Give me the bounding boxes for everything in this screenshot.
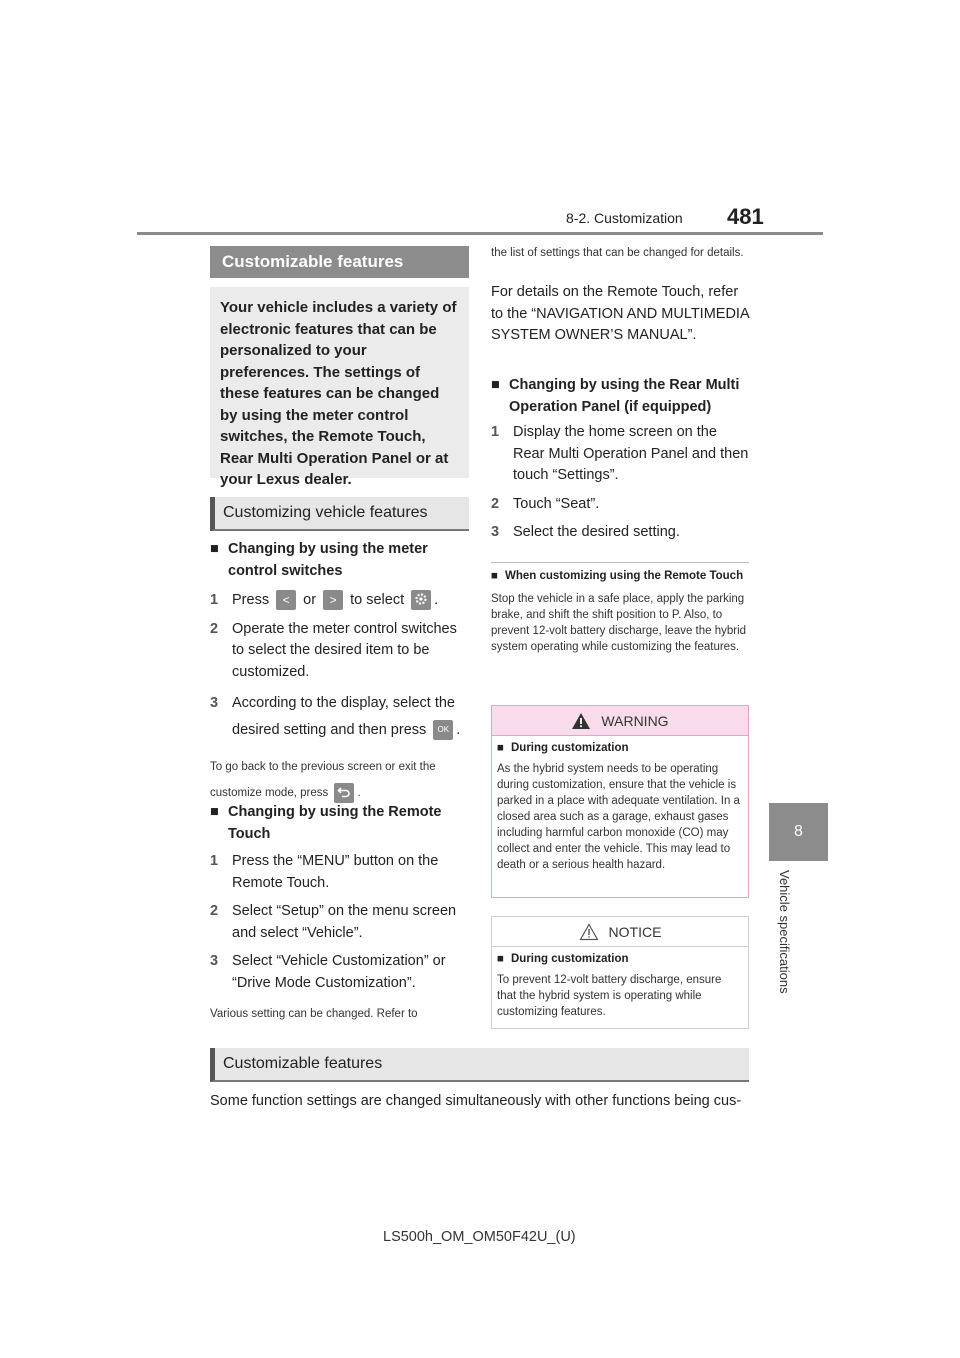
continued-note: the list of settings that can be changed for details. (491, 247, 744, 259)
rear-step-1: 1 Display the home screen on the Rear Multi Operation Panel and then touch “Settings”. (491, 424, 749, 483)
warning-subtitle: ■ During customization (497, 742, 629, 754)
bullet-icon: ■ (491, 570, 498, 582)
rear-step-3: 3 Select the desired setting. (491, 524, 680, 540)
bullet-icon: ■ (491, 377, 500, 393)
left-arrow-button-icon: < (276, 590, 296, 610)
bottom-text: Some function settings are changed simultaneously with other functions being cus- (210, 1093, 742, 1109)
bullet-icon: ■ (497, 953, 504, 965)
warning-text: As the hybrid system needs to be operating during customization, ensure that the vehicle is parked in a place with adequate ventilation. In a closed area such as a garage, exhaust gases including harmful carbon monoxide (CO) may collect and enter the vehicle. This may lead to death or a serious health hazard. (497, 763, 740, 871)
when-title: ■ When customizing using the Remote Touch (491, 570, 744, 582)
back-note: To go back to the previous screen or exit the customize mode, press . (210, 754, 470, 806)
meter-step-1: 1 Press < or > to select . (210, 590, 470, 612)
document-code: LS500h_OM_OM50F42U_(U) (383, 1229, 576, 1245)
chapter-tab: 8 (769, 803, 828, 861)
remote-step-1: 1 Press the “MENU” button on the Remote Touch. (210, 853, 439, 891)
remote-section (210, 802, 470, 1022)
customizable-features-heading: Customizable features (210, 246, 469, 278)
warning-header: WARNING (492, 706, 748, 736)
customizable-features-list-heading: Customizable features (210, 1048, 749, 1082)
back-icon (334, 783, 354, 803)
when-text: Stop the vehicle in a safe place, apply the parking brake, and shift the shift position to P. Also, to prevent 12-volt battery discharge, leave the hybrid system operating while customizing the features. (491, 593, 747, 653)
ok-button-icon: OK (433, 720, 453, 740)
bullet-icon: ■ (210, 804, 219, 820)
remote-touch-note (491, 568, 749, 655)
remote-title: ■ Changing by using the Remote Touch (210, 802, 470, 845)
meter-title: ■ Changing by using the meter control switches (210, 539, 470, 582)
notice-header: NOTICE (492, 917, 748, 947)
gear-icon (411, 590, 431, 610)
rear-title: ■ Changing by using the Rear Multi Operation Panel (if equipped) (491, 375, 749, 418)
notice-subtitle: ■ During customization (497, 953, 629, 965)
rear-step-2: 2 Touch “Seat”. (491, 495, 600, 512)
right-arrow-button-icon: > (323, 590, 343, 610)
divider (491, 562, 749, 563)
remote-note: Various setting can be changed. Refer to (210, 1008, 418, 1020)
caution-triangle-icon (579, 923, 599, 941)
remote-details: For details on the Remote Touch, refer to the “NAVIGATION AND MULTIMEDIA SYSTEM OWNER’S MANUAL”. (491, 284, 749, 343)
meter-section (210, 539, 470, 806)
bullet-icon: ■ (497, 742, 504, 754)
chapter-label: Vehicle specifications (777, 870, 792, 994)
remote-step-2: 2 Select “Setup” on the menu screen and select “Vehicle”. (210, 903, 457, 941)
warning-triangle-icon (571, 712, 591, 730)
meter-step-2: 2 Operate the meter control switches to select the desired item to be customized. (210, 620, 457, 680)
notice-box (491, 916, 749, 1029)
warning-box (491, 705, 749, 898)
notice-text: To prevent 12-volt battery discharge, ensure that the hybrid system is operating while customizing features. (497, 974, 722, 1018)
rear-panel-section (491, 375, 749, 544)
bullet-icon: ■ (210, 541, 219, 557)
meter-step-3: 3 According to the display, select the desired setting and then press OK . (210, 690, 470, 744)
page-number: 481 (727, 204, 764, 229)
header-rule (137, 232, 823, 235)
section-title: 8-2. Customization (566, 210, 683, 226)
intro-box: Your vehicle includes a variety of electronic features that can be personalized to your preferences. The settings of these features can be changed by using the meter control switches, the Remote Touch, Rear Multi Operation Panel or at your Lexus dealer. (210, 287, 469, 478)
remote-step-3: 3 Select “Vehicle Customization” or “Drive Mode Customization”. (210, 953, 446, 991)
customizing-vehicle-features-heading: Customizing vehicle features (210, 497, 469, 531)
